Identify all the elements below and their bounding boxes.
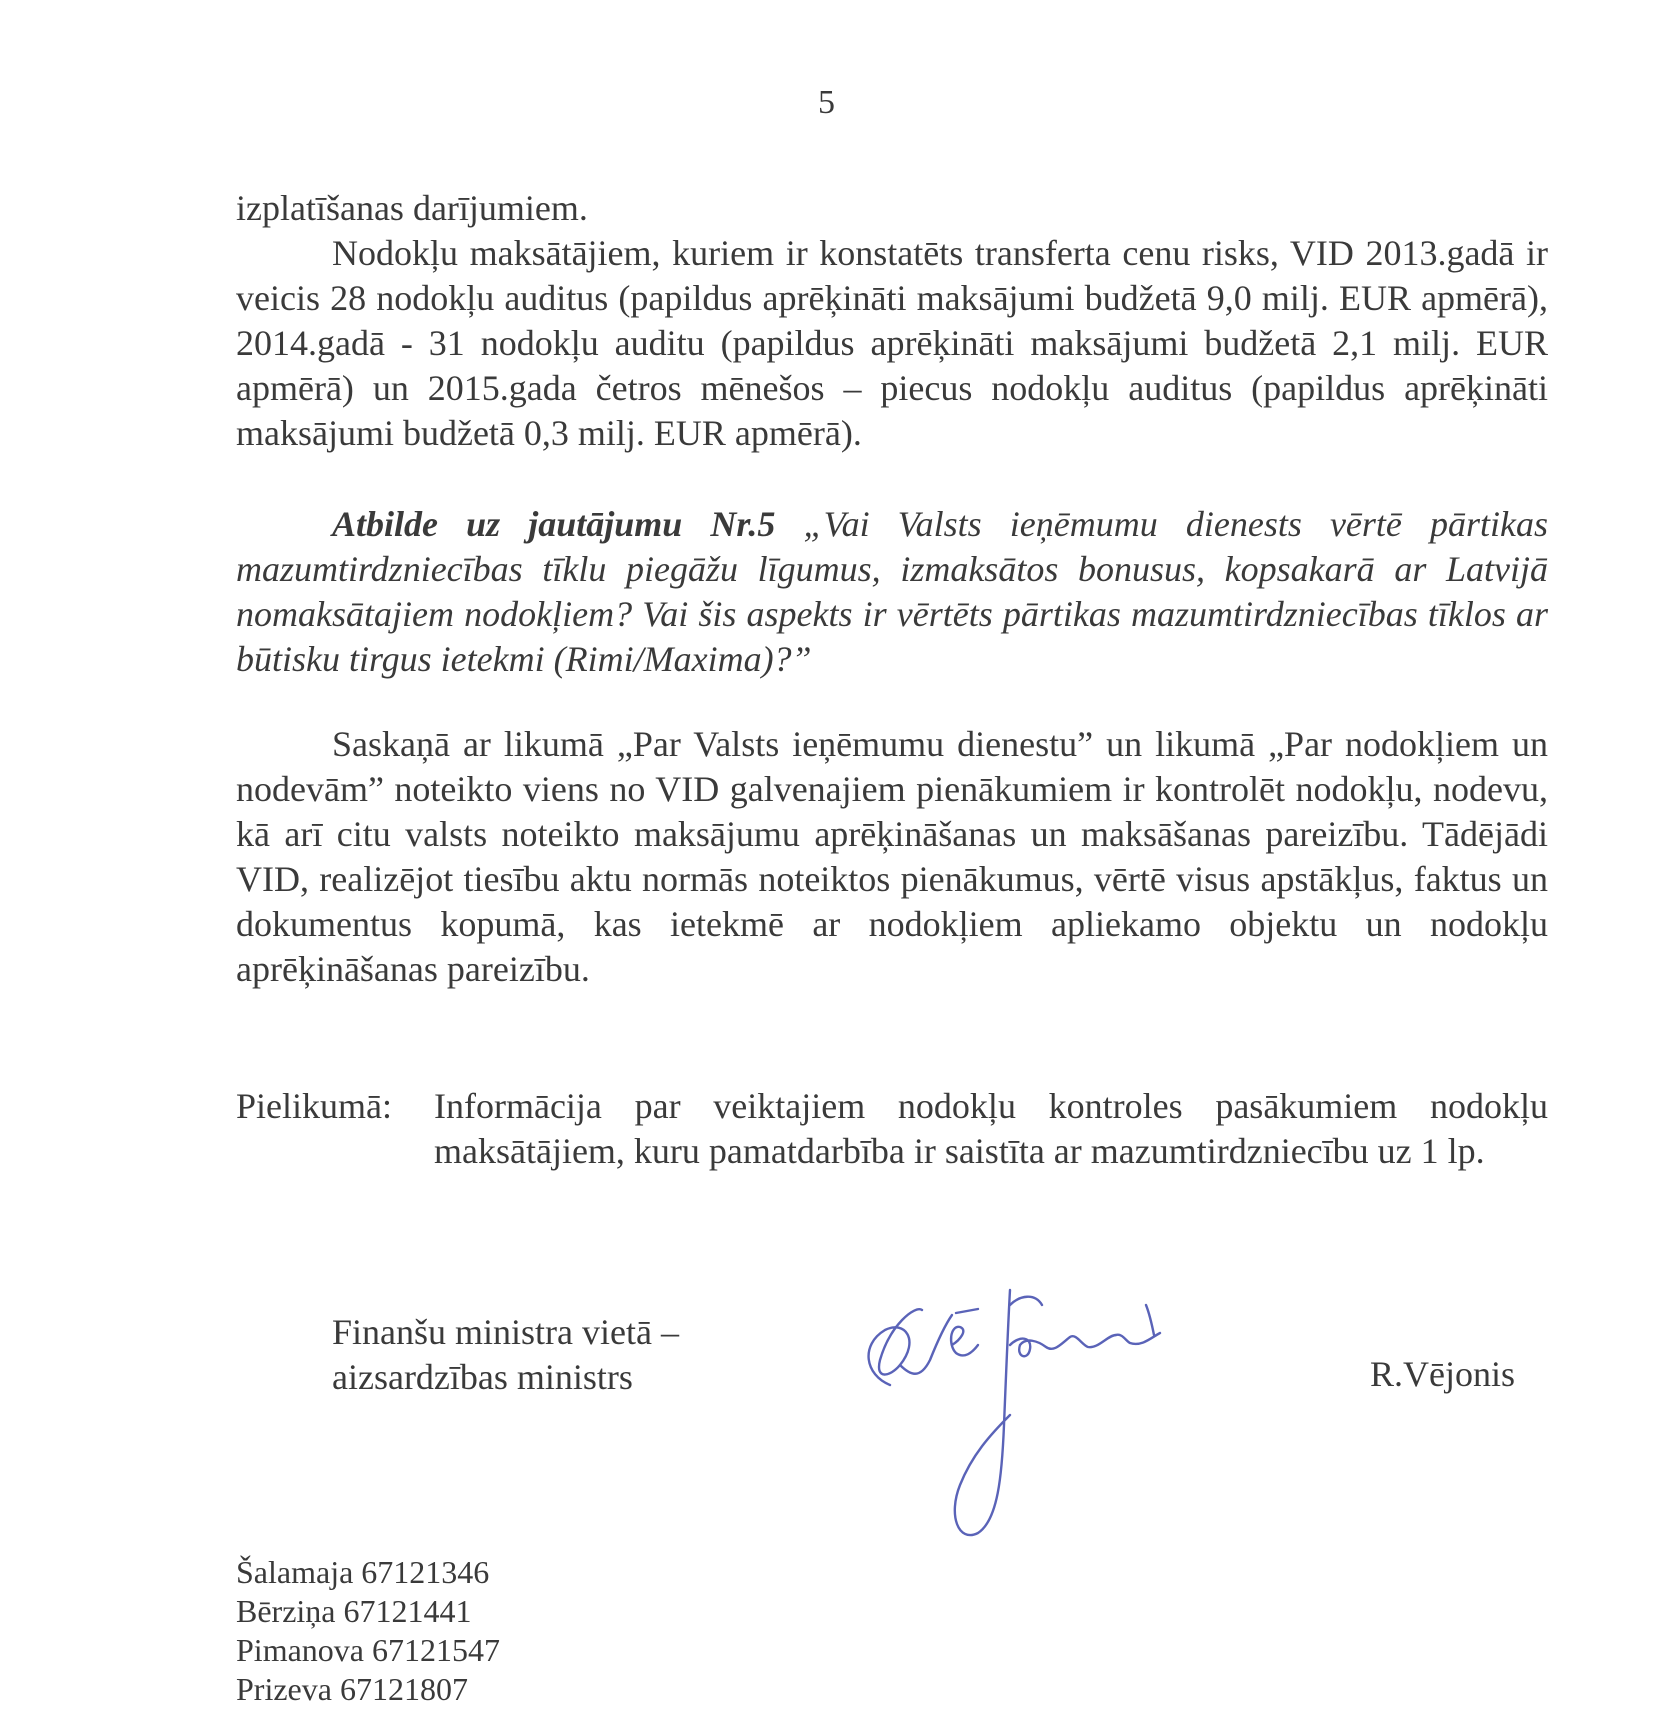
paragraph-transfer-pricing: Nodokļu maksātājiem, kuriem ir konstatēts transferta cenu risks, VID 2013.gadā ir veicis 28 nodokļu auditus (papildus aprēķināti maksājumi budžetā 9,0 milj. EUR apmērā), 2014.gadā - 31 nodokļu auditu (papildus aprēķināti maksājumi budžetā 2,1 milj. EUR apmērā) un 2015.gada četros mēnešos – piecus nodokļu auditus (papildus aprēķināti maksājumi budžetā 0,3 milj. EUR apmērā).: [236, 233, 1548, 453]
contact-line: Šalamaja 67121346: [236, 1554, 490, 1590]
question-lead: Atbilde uz jautājumu Nr.5: [332, 504, 776, 544]
question-block: [236, 502, 1548, 682]
attachment-label: Pielikumā:: [236, 1086, 392, 1126]
contact-line: Prizeva 67121807: [236, 1671, 468, 1707]
signer-title: [332, 1310, 792, 1400]
contact-line: Bērziņa 67121441: [236, 1593, 472, 1629]
attachment-text: Informācija par veiktajiem nodokļu kontroles pasākumiem nodokļu maksātājiem, kuru pamatdarbība ir saistīta ar mazumtirdzniecību uz 1 lp.: [434, 1086, 1548, 1171]
contacts-list: [236, 1553, 736, 1709]
page-number: 5: [818, 84, 835, 121]
signer-title-line-1: Finanšu ministra vietā –: [332, 1312, 679, 1352]
attachment-section: [236, 1084, 1548, 1174]
signer-name: R.Vējonis: [1370, 1354, 1516, 1394]
signer-title-line-2: aizsardzības ministrs: [332, 1357, 633, 1397]
question-text: „Vai Valsts ieņēmumu dienests vērtē pārtikas mazumtirdzniecības tīklu piegāžu līgumus, izmaksātos bonusus, kopsakarā ar Latvijā nomaksātajiem nodokļiem? Vai šis aspekts ir vērtēts pārtikas mazumtirdzniecības tīklos ar būtisku tirgus ietekmi (Rimi/Maxima)?”: [236, 504, 1548, 679]
contact-line: Pimanova 67121547: [236, 1632, 500, 1668]
continuation-text: izplatīšanas darījumiem.: [236, 188, 588, 228]
handwritten-signature-icon: [860, 1285, 1220, 1545]
paragraph-answer: Saskaņā ar likumā „Par Valsts ieņēmumu dienestu” un likumā „Par nodokļiem un nodevām” noteikto viens no VID galvenajiem pienākumiem ir kontrolēt nodokļu, nodevu, kā arī citu valsts noteikto maksājumu aprēķināšanas un maksāšanas pareizību. Tādējādi VID, realizējot tiesību aktu normās noteiktos pienākumus, vērtē visus apstākļus, faktus un dokumentus kopumā, kas ietekmē ar nodokļiem apliekamo objektu un nodokļu aprēķināšanas pareizību.: [236, 724, 1548, 989]
